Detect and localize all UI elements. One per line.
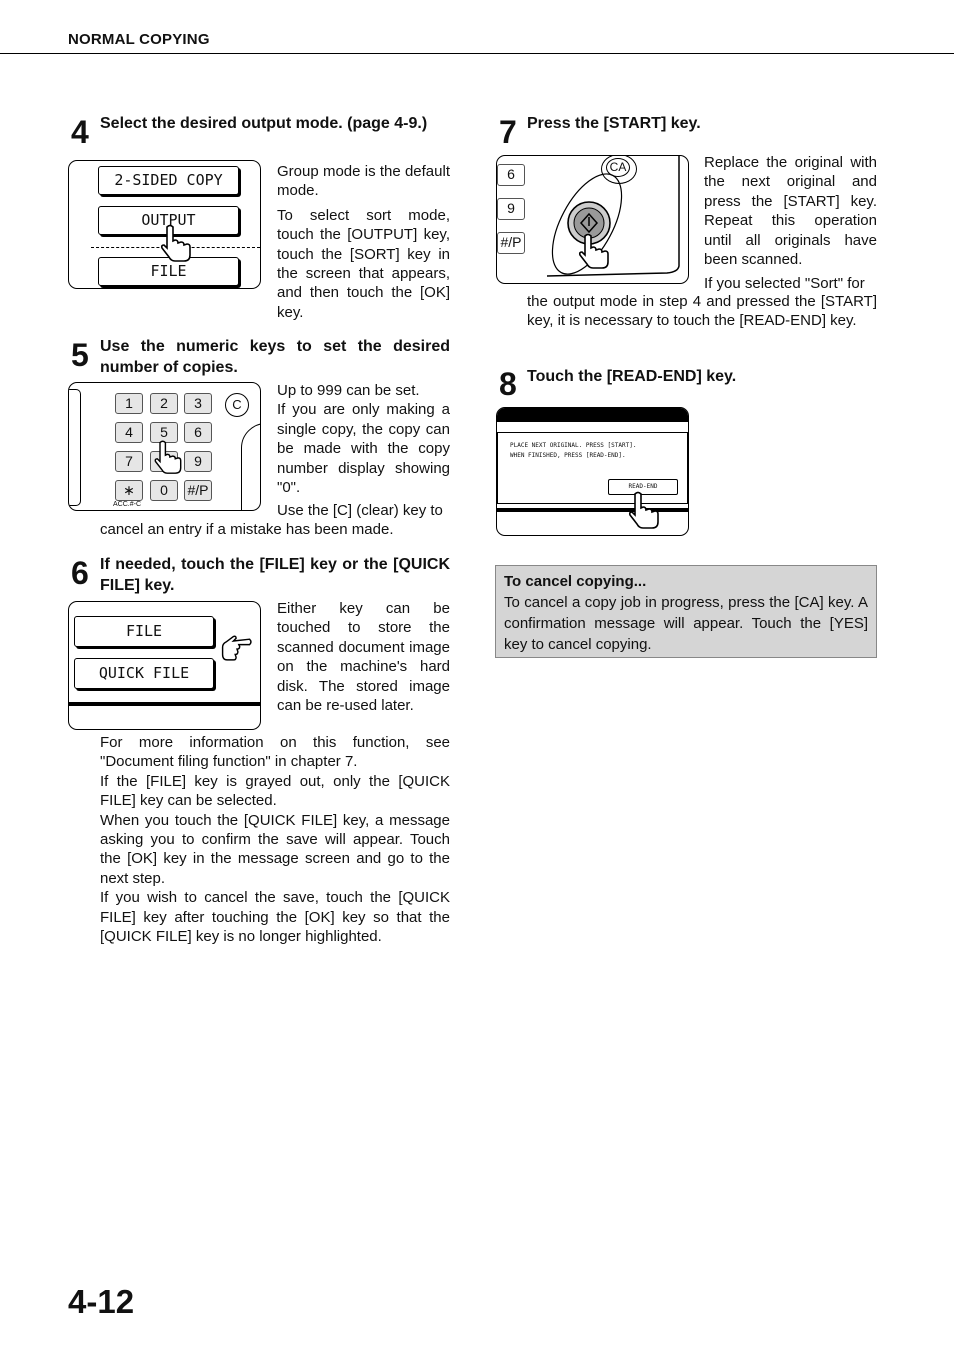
step-6-paragraph-4: When you touch the [QUICK FILE] key, a message asking you to confirm the save will appear. Touch the [OK] key in the message screen and go to the next step. <box>100 811 450 887</box>
output-mode-screen <box>68 160 261 289</box>
clear-key[interactable]: C <box>225 393 249 417</box>
step-7-paragraph-2b: the output mode in step 4 and pressed the [START] key, it is necessary to touch the [READ-END] key. <box>527 293 877 330</box>
step-6-title: If needed, touch the [FILE] key or the [QUICK FILE] key. <box>100 556 450 594</box>
note-body: To cancel a copy job in progress, press the [CA] key. A confirmation message will appear. Touch the [YES] key to cancel copying. <box>504 594 868 653</box>
step-6-paragraph-1: Either key can be touched to store the scanned document image on the machine's hard disk. The stored image can be re-used later. <box>277 600 450 715</box>
file-button[interactable]: FILE <box>98 257 239 286</box>
message-line-1: PLACE NEXT ORIGINAL. PRESS [START]. <box>510 442 637 449</box>
screen-top-bar <box>497 408 688 422</box>
key-asterisk[interactable]: ∗ <box>115 480 143 501</box>
acc-label: ACC.#-C <box>113 501 142 508</box>
step-5-number: 5 <box>71 337 89 373</box>
ca-key[interactable]: CA <box>606 158 630 177</box>
numeric-keypad-illustration <box>68 382 261 511</box>
file-key[interactable]: FILE <box>74 616 214 647</box>
step-5-paragraph-1: Up to 999 can be set. <box>277 382 420 399</box>
pointing-hand-icon <box>151 439 187 475</box>
step-5-text <box>277 381 450 521</box>
panel-edge <box>69 389 81 506</box>
screen-bar <box>69 702 260 706</box>
step-7-text <box>704 153 877 294</box>
key-6[interactable]: 6 <box>184 422 212 443</box>
page-number: 4-12 <box>68 1283 135 1320</box>
step-8-title: Touch the [READ-END] key. <box>527 368 737 385</box>
step-6-paragraph-2: For more information on this function, see "Document filing function" in chapter 7. <box>100 734 450 771</box>
output-button[interactable]: OUTPUT <box>98 206 239 235</box>
key-hash-p[interactable]: #/P <box>497 232 525 254</box>
pointing-hand-icon <box>219 632 255 668</box>
quick-file-key[interactable]: QUICK FILE <box>74 658 214 689</box>
step-5-title: Use the numeric keys to set the desired number of copies. <box>100 338 450 376</box>
key-9[interactable]: 9 <box>184 451 212 472</box>
key-9[interactable]: 9 <box>497 198 525 220</box>
section-header: NORMAL COPYING <box>68 31 210 48</box>
step-7-paragraph-1: Replace the original with the next original and press the [START] key. Repeat this operation until all originals have been scanned. <box>704 154 877 269</box>
file-screen <box>68 601 261 730</box>
read-end-button[interactable]: READ-END <box>608 479 678 495</box>
pointing-hand-icon <box>157 223 197 263</box>
step-7-paragraph-2a: If you selected "Sort" for <box>704 275 865 293</box>
step-6-paragraph-3: If the [FILE] key is grayed out, only the [QUICK FILE] key can be selected. <box>100 772 450 810</box>
step-4-number: 4 <box>71 114 89 150</box>
key-4[interactable]: 4 <box>115 422 143 443</box>
start-key-illustration <box>496 155 689 284</box>
key-6[interactable]: 6 <box>497 164 525 186</box>
two-sided-copy-button[interactable]: 2-SIDED COPY <box>98 166 239 195</box>
start-area-outline <box>241 423 261 511</box>
step-7-number: 7 <box>499 114 517 150</box>
header-rule <box>0 53 954 54</box>
message-line-2: WHEN FINISHED, PRESS [READ-END]. <box>510 452 626 459</box>
step-4-paragraph-1: Group mode is the default mode. <box>277 163 450 200</box>
step-6-number: 6 <box>71 555 89 591</box>
step-4-paragraph-2: To select sort mode, touch the [OUTPUT] key, touch the [SORT] key in the screen that appears, and then touch the [OK] key. <box>277 206 450 321</box>
key-2[interactable]: 2 <box>150 393 178 414</box>
step-7-title: Press the [START] key. <box>527 115 701 132</box>
key-7[interactable]: 7 <box>115 451 143 472</box>
step-8-number: 8 <box>499 366 517 402</box>
pointing-hand-icon <box>625 490 665 530</box>
step-6-paragraph-5: If you wish to cancel the save, touch the [QUICK FILE] key after touching the [OK] key so that the [QUICK FILE] key is no longer highlighted. <box>100 889 450 946</box>
key-0[interactable]: 0 <box>150 480 178 501</box>
step-5-paragraph-3a: Use the [C] (clear) key to <box>277 502 443 520</box>
key-hash-p[interactable]: #/P <box>184 480 212 501</box>
step-6-text <box>100 733 450 946</box>
cancel-copying-note <box>495 565 877 658</box>
step-4-text <box>277 162 450 327</box>
key-5[interactable]: 5 <box>150 422 178 443</box>
step-5-paragraph-3b: cancel an entry if a mistake has been made. <box>100 521 394 538</box>
step-4-title: Select the desired output mode. (page 4-9.) <box>100 115 428 132</box>
note-title: To cancel copying... <box>504 573 647 590</box>
key-1[interactable]: 1 <box>115 393 143 414</box>
step-5-paragraph-2: If you are only making a single copy, the copy can be made with the copy number display showing "0". <box>277 401 450 497</box>
read-end-screen <box>496 407 689 536</box>
key-3[interactable]: 3 <box>184 393 212 414</box>
